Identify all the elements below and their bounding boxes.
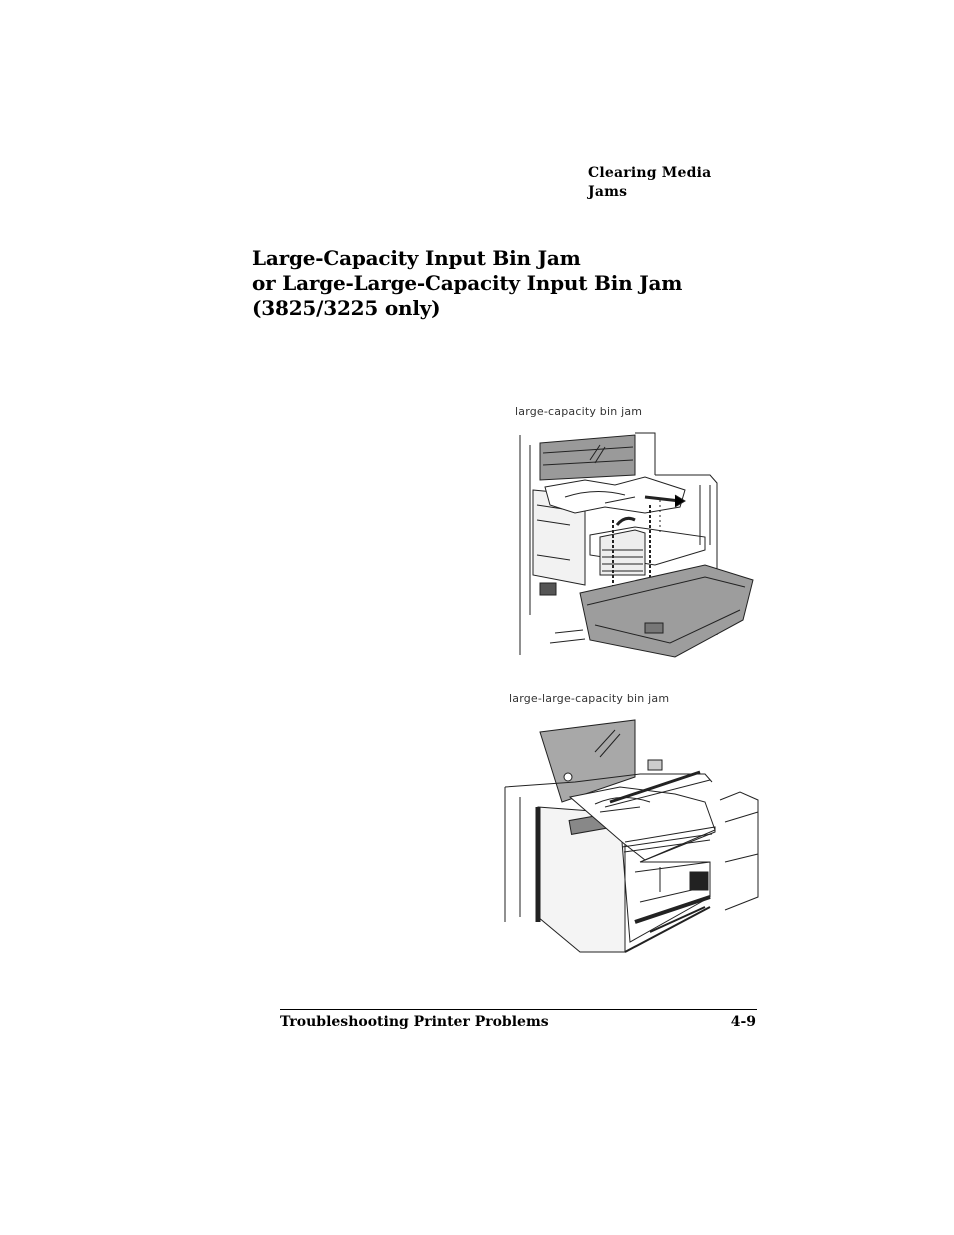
figure-caption-large-capacity: large-capacity bin jam <box>515 405 643 418</box>
figure-caption-large-large-capacity: large-large-capacity bin jam <box>509 692 670 705</box>
page-number: 4-9 <box>730 1014 756 1030</box>
title-line1: Large-Capacity Input Bin Jam <box>252 246 581 270</box>
page-title <box>252 246 682 321</box>
section-header <box>588 164 711 202</box>
section-header-line1: Clearing Media <box>588 165 712 181</box>
footer-rule <box>280 1009 757 1010</box>
title-line2: or Large-Large-Capacity Input Bin Jam <box>252 271 683 295</box>
large-large-capacity-bin-illustration <box>500 712 765 958</box>
section-header-line2: Jams <box>588 184 628 200</box>
title-line3: (3825/3225 only) <box>252 296 441 320</box>
footer-section-title: Troubleshooting Printer Problems <box>280 1014 549 1030</box>
large-capacity-bin-illustration <box>505 425 770 665</box>
